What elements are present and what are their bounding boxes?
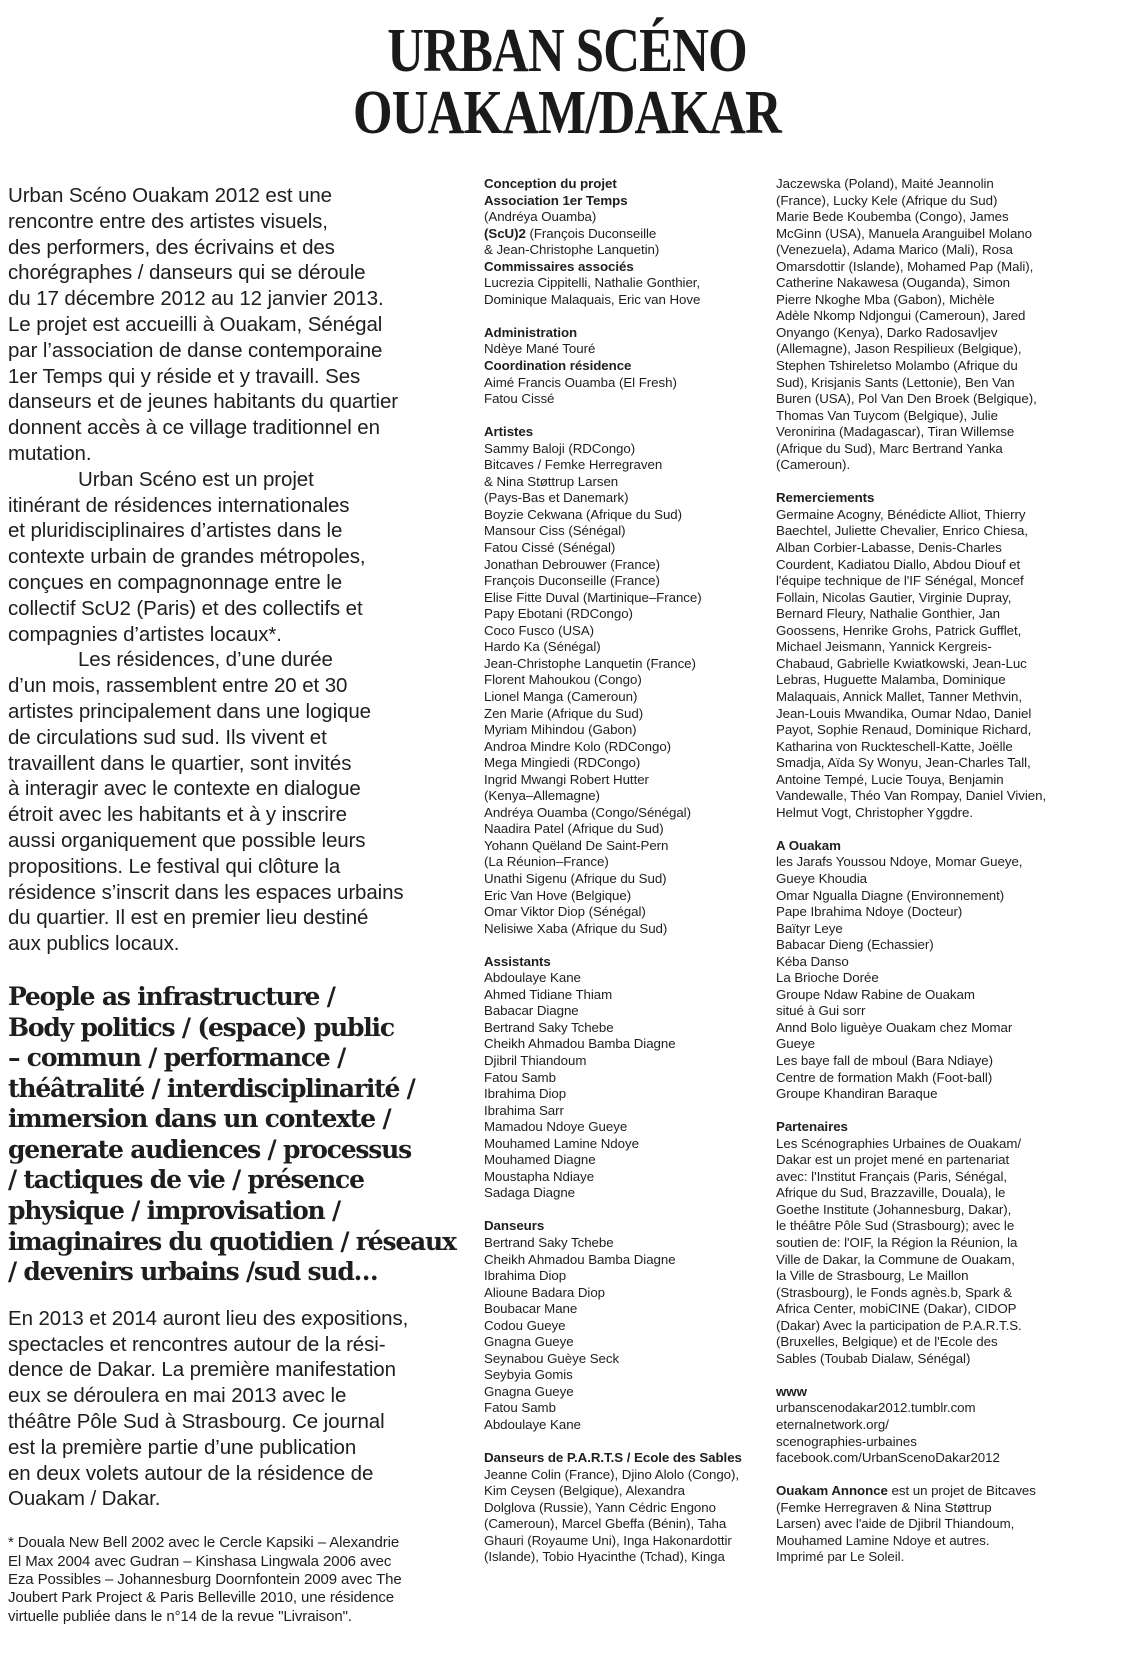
text-line: Pierre Nkoghe Mba (Gabon), Michèle bbox=[776, 291, 995, 307]
text-line: théâtre Pôle Sud à Strasbourg. Ce journal bbox=[8, 1410, 385, 1434]
text-line: (Pays-Bas et Danemark) bbox=[484, 490, 629, 506]
text-line: à interagir avec le contexte en dialogue bbox=[8, 777, 361, 801]
text-line: Baïtyr Leye bbox=[776, 920, 843, 936]
text-line: Courdent, Kadiatou Diallo, Abdou Diouf et bbox=[776, 556, 1021, 572]
text-line: Follain, Nicolas Gautier, Virginie Dupray, bbox=[776, 589, 1012, 605]
text-line: avec: l'Institut Français (Paris, Sénégal, bbox=[776, 1168, 1008, 1184]
text-line: François Duconseille (France) bbox=[484, 573, 660, 589]
text-line: Mansour Ciss (Sénégal) bbox=[484, 523, 626, 539]
text-line: Yohann Quëland De Saint-Pern bbox=[484, 837, 669, 853]
text-line: Kéba Danso bbox=[776, 953, 849, 969]
parts-list bbox=[484, 1467, 769, 1566]
annonce-credit bbox=[776, 1483, 1076, 1500]
text-line: Pape Ibrahima Ndoye (Docteur) bbox=[776, 904, 963, 920]
page-title bbox=[102, 17, 1032, 147]
text-line: Imprimé par Le Soleil. bbox=[776, 1549, 905, 1565]
text-line: Germaine Acogny, Bénédicte Alliot, Thierry bbox=[776, 506, 1026, 522]
artistes-heading: Artistes bbox=[484, 424, 534, 440]
text-line: conçues en compagnonnage entre le bbox=[8, 570, 343, 594]
keywords-block bbox=[8, 982, 470, 1288]
text-line: Vandewalle, Théo Van Rompay, Daniel Vivien, bbox=[776, 788, 1047, 804]
text-line: Jeanne Colin (France), Djino Alolo (Congo), bbox=[484, 1466, 740, 1482]
text-line: Jean-Louis Mwandika, Oumar Ndao, Daniel bbox=[776, 705, 1032, 721]
text-line: / devenirs urbains /sud sud… bbox=[8, 1257, 378, 1287]
text-line: En 2013 et 2014 auront lieu des expositions, bbox=[8, 1306, 409, 1330]
text-line: Catherine Nakawesa (Ouganda), Simon bbox=[776, 275, 1011, 291]
text-line: Seybyia Gomis bbox=[484, 1367, 573, 1383]
text-line: Alioune Badara Diop bbox=[484, 1284, 606, 1300]
footnote bbox=[8, 1534, 470, 1626]
text-line: Boubacar Mane bbox=[484, 1301, 578, 1317]
text-line: Veronirina (Madagascar), Tiran Willemse bbox=[776, 424, 1015, 440]
text-line: Andréya Ouamba (Congo/Sénégal) bbox=[484, 804, 691, 820]
text-line: Marie Bede Koubemba (Congo), James bbox=[776, 209, 1009, 225]
text-line: Chabaud, Gabrielle Kwiatkowski, Jean-Luc bbox=[776, 655, 1027, 671]
text-line: Babacar Dieng (Echassier) bbox=[776, 937, 934, 953]
text-line: (Bruxelles, Belgique) et de l'Ecole des bbox=[776, 1334, 998, 1350]
intro-paragraph-3 bbox=[8, 647, 470, 957]
outro-paragraph bbox=[8, 1306, 470, 1512]
text-line: eux se déroulera en mai 2013 avec le bbox=[8, 1384, 347, 1408]
text-line: Thomas Van Tuycom (Belgique), Julie bbox=[776, 407, 998, 423]
text-line: Groupe Ndaw Rabine de Ouakam bbox=[776, 986, 975, 1002]
text-line: Body politics / (espace) public bbox=[8, 1012, 394, 1042]
text-line: des performers, des écrivains et des bbox=[8, 235, 335, 259]
text-line: McGinn (USA), Manuela Aranguibel Molano bbox=[776, 225, 1032, 241]
text-line: Annd Bolo liguèye Ouakam chez Momar bbox=[776, 1019, 1013, 1035]
text-line: Sammy Baloji (RDCongo) bbox=[484, 440, 636, 456]
text-line: Cheikh Ahmadou Bamba Diagne bbox=[484, 1036, 676, 1052]
text-line: Bitcaves / Femke Herregraven bbox=[484, 457, 663, 473]
text-line: (Dakar) Avec la participation de P.A.R.T.S. bbox=[776, 1317, 1022, 1333]
text-line: Eza Possibles – Johannesburg Doornfontein 2009 avec The bbox=[8, 1571, 402, 1589]
artistes-list bbox=[484, 441, 769, 937]
text-line: Ndèye Mané Touré bbox=[484, 341, 596, 357]
text-line: El Max 2004 avec Gudran – Kinshasa Lingwala 2006 avec bbox=[8, 1552, 392, 1570]
text-line: Bertrand Saky Tchebe bbox=[484, 1019, 614, 1035]
text-line: Moustapha Ndiaye bbox=[484, 1168, 595, 1184]
administration-heading: Administration bbox=[484, 324, 578, 340]
text-line: propositions. Le festival qui clôture la bbox=[8, 854, 341, 878]
title-line-2: OUAKAM/DAKAR bbox=[353, 79, 781, 147]
text-line: People as infrastructure / bbox=[8, 981, 335, 1011]
text-line: travaillent dans le quartier, sont invités bbox=[8, 751, 352, 775]
text-line: d’un mois, rassemblent entre 20 et 30 bbox=[8, 674, 348, 698]
association-heading: Association 1er Temps bbox=[484, 192, 628, 208]
text-line: Joubert Park Project & Paris Belleville 2010, une résidence bbox=[8, 1589, 394, 1607]
text-line: (La Réunion–France) bbox=[484, 854, 609, 870]
text-line: Fatou Samb bbox=[484, 1069, 556, 1085]
text-line: mutation. bbox=[8, 441, 92, 465]
text-line: Jean-Christophe Lanquetin (France) bbox=[484, 655, 696, 671]
annonce-text: est un projet de Bitcaves bbox=[887, 1483, 1036, 1499]
text-line: Buren (USA), Pol Van Den Broek (Belgique), bbox=[776, 391, 1037, 407]
text-line: Papy Ebotani (RDCongo) bbox=[484, 606, 633, 622]
text-line: imaginaires du quotidien / réseaux bbox=[8, 1226, 456, 1256]
www-heading: www bbox=[776, 1383, 807, 1399]
text-line: Coco Fusco (USA) bbox=[484, 622, 595, 638]
text-line: La Brioche Dorée bbox=[776, 970, 879, 986]
text-line: Urban Scéno Ouakam 2012 est une bbox=[8, 184, 332, 207]
text-line: les Jarafs Youssou Ndoye, Momar Gueye, bbox=[776, 854, 1023, 870]
text-line: Les résidences, d’une durée bbox=[78, 648, 333, 672]
link-line[interactable]: facebook.com/UrbanScenoDakar2012 bbox=[776, 1450, 1000, 1466]
credits-column-1 bbox=[484, 176, 769, 1566]
ouakam-list bbox=[776, 854, 1076, 1102]
text-line: artistes principalement dans une logique bbox=[8, 699, 371, 723]
commissaires-heading: Commissaires associés bbox=[484, 258, 634, 274]
commissaires-list bbox=[484, 275, 769, 308]
text-line: Urban Scéno est un projet bbox=[78, 467, 314, 491]
text-line: Mouhamed Diagne bbox=[484, 1152, 596, 1168]
text-line: collectif ScU2 (Paris) et des collectifs et bbox=[8, 596, 363, 620]
text-line: Ibrahima Sarr bbox=[484, 1102, 564, 1118]
conception-heading: Conception du projet bbox=[484, 176, 617, 191]
text-line: Naadira Patel (Afrique du Sud) bbox=[484, 821, 664, 837]
text-line: Codou Gueye bbox=[484, 1317, 566, 1333]
parts-list-continued bbox=[776, 176, 1076, 474]
text-line: Florent Mahoukou (Congo) bbox=[484, 672, 642, 688]
text-line: Mouhamed Lamine Ndoye et autres. bbox=[776, 1532, 990, 1548]
text-line: Jonathan Debrouwer (France) bbox=[484, 556, 661, 572]
text-line: (Femke Herregraven & Nina Støttrup bbox=[776, 1499, 992, 1515]
annonce-label: Ouakam Annonce bbox=[776, 1483, 888, 1499]
text-line: Abdoulaye Kane bbox=[484, 1417, 581, 1433]
administration-list bbox=[484, 341, 769, 358]
assistants-list bbox=[484, 970, 769, 1202]
text-line: Gueye Khoudia bbox=[776, 870, 868, 886]
text-line: Babacar Diagne bbox=[484, 1003, 579, 1019]
text-line: Kim Ceysen (Belgique), Alexandra bbox=[484, 1483, 685, 1499]
text-line: Eric Van Hove (Belgique) bbox=[484, 887, 632, 903]
text-line: Omarsdottir (Islande), Mohamed Pap (Mali), bbox=[776, 258, 1034, 274]
link-line[interactable]: scenographies-urbaines bbox=[776, 1433, 917, 1449]
text-line: Afrique du Sud, Brazzaville, Douala), le bbox=[776, 1185, 1006, 1201]
text-line: Groupe Khandiran Baraque bbox=[776, 1086, 938, 1102]
text-line: du quartier. Il est en premier lieu destiné bbox=[8, 906, 369, 930]
text-line: contexte urbain de grandes métropoles, bbox=[8, 545, 366, 569]
text-line: Antoine Tempé, Lucie Touya, Benjamin bbox=[776, 771, 1004, 787]
text-line: Mouhamed Lamine Ndoye bbox=[484, 1135, 639, 1151]
text-line: Lionel Manga (Cameroun) bbox=[484, 688, 638, 704]
intro-column bbox=[8, 183, 470, 1626]
text-line: Ville de Dakar, la Commune de Ouakam, bbox=[776, 1251, 1015, 1267]
links-list[interactable] bbox=[776, 1400, 1076, 1466]
text-line: Les Scénographies Urbaines de Ouakam/ bbox=[776, 1135, 1022, 1151]
text-line: Omar Ngualla Diagne (Environnement) bbox=[776, 887, 1005, 903]
text-line: théâtralité / interdisciplinarité / bbox=[8, 1073, 415, 1103]
text-line: Unathi Sigenu (Afrique du Sud) bbox=[484, 870, 667, 886]
ouakam-heading: A Ouakam bbox=[776, 837, 841, 853]
text-line: Sables (Toubab Dialaw, Sénégal) bbox=[776, 1350, 971, 1366]
text-line: Dakar est un projet mené en partenariat bbox=[776, 1152, 1010, 1168]
remerciements-list bbox=[776, 507, 1076, 821]
text-line: aussi organiquement que possible leurs bbox=[8, 828, 366, 852]
text-line: Mega Mingiedi (RDCongo) bbox=[484, 755, 641, 771]
text-line: Goethe Institute (Johannesburg, Dakar), bbox=[776, 1201, 1012, 1217]
text-line: chorégraphes / danseurs qui se déroule bbox=[8, 261, 366, 285]
text-line: (France), Lucky Kele (Afrique du Sud) bbox=[776, 192, 998, 208]
annonce-lines bbox=[776, 1500, 1076, 1566]
text-line: * Douala New Bell 2002 avec le Cercle Kapsiki – Alexandrie bbox=[8, 1534, 400, 1552]
text-line: Fatou Samb bbox=[484, 1400, 556, 1416]
text-line: (Afrique du Sud), Marc Bertrand Yanka bbox=[776, 440, 1003, 456]
partenaires-list bbox=[776, 1136, 1076, 1368]
text-line: & Nina Støttrup Larsen bbox=[484, 473, 619, 489]
text-line: Goossens, Henrike Grohs, Patrick Gufflet, bbox=[776, 622, 1022, 638]
text-line: Centre de formation Makh (Foot-ball) bbox=[776, 1069, 993, 1085]
text-line: Nelisiwe Xaba (Afrique du Sud) bbox=[484, 920, 668, 936]
scu2-label: (ScU)2 bbox=[484, 225, 526, 241]
text-line: l'équipe technique de l'IF Sénégal, Moncef bbox=[776, 573, 1024, 589]
text-line: Boyzie Cekwana (Afrique du Sud) bbox=[484, 506, 683, 522]
text-line: Zen Marie (Afrique du Sud) bbox=[484, 705, 644, 721]
text-line: Dolglova (Russie), Yann Cédric Engono bbox=[484, 1499, 716, 1515]
text-line: Seynabou Guèye Seck bbox=[484, 1350, 620, 1366]
remerciements-heading: Remerciements bbox=[776, 490, 875, 506]
text-line: Djibril Thiandoum bbox=[484, 1052, 587, 1068]
text-line: itinérant de résidences internationales bbox=[8, 493, 350, 517]
assistants-heading: Assistants bbox=[484, 953, 551, 969]
text-line: Onyango (Kenya), Darko Radosavljev bbox=[776, 324, 998, 340]
text-line: résidence s’inscrit dans les espaces urbains bbox=[8, 880, 404, 904]
text-line: est la première partie d’une publication bbox=[8, 1435, 357, 1459]
text-line: immersion dans un contexte / bbox=[8, 1104, 391, 1134]
text-line: Le projet est accueilli à Ouakam, Sénégal bbox=[8, 312, 383, 336]
text-line: Les baye fall de mboul (Bara Ndiaye) bbox=[776, 1052, 993, 1068]
text-line: Sud), Krisjanis Sants (Lettonie), Ben Van bbox=[776, 374, 1015, 390]
text-line: Ingrid Mwangi Robert Hutter bbox=[484, 771, 649, 787]
text-line: Aimé Francis Ouamba (El Fresh) bbox=[484, 374, 677, 390]
text-line: physique / improvisation / bbox=[8, 1196, 340, 1226]
text-line: (Venezuela), Adama Marico (Mali), Rosa bbox=[776, 242, 1013, 258]
text-line: Myriam Mihindou (Gabon) bbox=[484, 722, 637, 738]
text-line: donnent accès à ce village traditionnel en bbox=[8, 416, 380, 440]
text-line: Mamadou Ndoye Gueye bbox=[484, 1119, 628, 1135]
text-line: Lebras, Huguette Malamba, Dominique bbox=[776, 672, 1006, 688]
text-line: Baechtel, Juliette Chevalier, Enrico Chiesa, bbox=[776, 523, 1029, 539]
text-line: et pluridisciplinaires d’artistes dans le bbox=[8, 519, 343, 543]
text-line: Ouakam / Dakar. bbox=[8, 1487, 161, 1511]
intro-text bbox=[8, 183, 470, 957]
text-line: Payot, Sophie Renaud, Dominique Richard, bbox=[776, 722, 1032, 738]
text-line: étroit avec les habitants et à y inscrire bbox=[8, 803, 347, 827]
text-line: (Islande), Tobio Hyacinthe (Tchad), Kinga bbox=[484, 1549, 725, 1565]
scu2-credit bbox=[484, 226, 769, 243]
text-line: aux publics locaux. bbox=[8, 932, 180, 956]
credits-column-2 bbox=[776, 176, 1076, 1566]
text-line: Larsen) avec l'aide de Djibril Thiandoum, bbox=[776, 1516, 1015, 1532]
text-line: Adèle Nkomp Ndjongui (Cameroun), Jared bbox=[776, 308, 1026, 324]
coordination-list bbox=[484, 375, 769, 408]
text-line: Bernard Fleury, Nathalie Gonthier, Jan bbox=[776, 606, 1001, 622]
text-line: Gueye bbox=[776, 1036, 815, 1052]
intro-paragraph-1 bbox=[8, 183, 470, 467]
text-line: 1er Temps qui y réside et y travaill. Ses bbox=[8, 364, 361, 388]
text-line: Omar Viktor Diop (Sénégal) bbox=[484, 904, 646, 920]
text-line: situé à Gui sorr bbox=[776, 1003, 866, 1019]
text-line: (Strasbourg), le Fonds agnès.b, Spark & bbox=[776, 1284, 1013, 1300]
text-line: (Allemagne), Jason Respilieux (Belgique), bbox=[776, 341, 1022, 357]
text-line: (Cameroun), Marcel Gbeffa (Bénin), Taha bbox=[484, 1516, 727, 1532]
text-line: Africa Center, mobiCINE (Dakar), CIDOP bbox=[776, 1301, 1017, 1317]
text-line: de circulations sud sud. Ils vivent et bbox=[8, 725, 327, 749]
text-line: Smadja, Aïda Sy Wonyu, Jean-Charles Tall, bbox=[776, 755, 1031, 771]
danseurs-list bbox=[484, 1235, 769, 1434]
text-line: Fatou Cissé bbox=[484, 391, 555, 407]
text-line: / tactiques de vie / présence bbox=[8, 1165, 364, 1195]
text-line: Androa Mindre Kolo (RDCongo) bbox=[484, 738, 672, 754]
text-line: compagnies d’artistes locaux*. bbox=[8, 622, 282, 646]
text-line: Fatou Cissé (Sénégal) bbox=[484, 540, 616, 556]
text-line: Gnagna Gueye bbox=[484, 1383, 574, 1399]
intro-paragraph-2 bbox=[8, 467, 470, 648]
text-line: la Ville de Strasbourg, Le Maillon bbox=[776, 1268, 969, 1284]
coordination-heading: Coordination résidence bbox=[484, 358, 632, 374]
text-line: Bertrand Saky Tchebe bbox=[484, 1235, 614, 1250]
text-line: Abdoulaye Kane bbox=[484, 970, 581, 986]
text-line: rencontre entre des artistes visuels, bbox=[8, 209, 328, 233]
text-line: Hardo Ka (Sénégal) bbox=[484, 639, 601, 655]
text-line: Sadaga Diagne bbox=[484, 1185, 576, 1201]
danseurs-heading: Danseurs bbox=[484, 1218, 545, 1234]
text-line: par l’association de danse contemporaine bbox=[8, 338, 383, 362]
text-line: Stephen Tshireletso Molambo (Afrique du bbox=[776, 358, 1018, 374]
text-line: spectacles et rencontres autour de la rési- bbox=[8, 1332, 386, 1356]
text-line: Alban Corbier-Labasse, Denis-Charles bbox=[776, 540, 1002, 556]
text-line: Katharina von Ruckteschell-Katte, Joëlle bbox=[776, 738, 1013, 754]
text-line: Ghauri (Royaume Uni), Inga Hakonardottir bbox=[484, 1532, 732, 1548]
link-line[interactable]: urbanscenodakar2012.tumblr.com bbox=[776, 1400, 976, 1416]
text-line: Ahmed Tidiane Thiam bbox=[484, 986, 613, 1002]
association-names: (Andréya Ouamba) bbox=[484, 209, 597, 225]
text-line: Gnagna Gueye bbox=[484, 1334, 574, 1350]
text-line: Dominique Malaquais, Eric van Hove bbox=[484, 291, 701, 307]
text-line: (Cameroun). bbox=[776, 457, 851, 473]
parts-heading: Danseurs de P.A.R.T.S / Ecole des Sables bbox=[484, 1450, 742, 1466]
text-line: danseurs et de jeunes habitants du quartier bbox=[8, 390, 399, 414]
link-line[interactable]: eternalnetwork.org/ bbox=[776, 1417, 889, 1433]
text-line: virtuelle publiée dans le n°14 de la revue "Livraison". bbox=[8, 1607, 352, 1625]
scu2-names: (François Duconseille bbox=[525, 225, 657, 241]
text-line: generate audiences / processus bbox=[8, 1134, 412, 1164]
text-line: dence de Dakar. La première manifestation bbox=[8, 1358, 396, 1382]
text-line: (Kenya–Allemagne) bbox=[484, 788, 600, 804]
partenaires-heading: Partenaires bbox=[776, 1119, 848, 1135]
text-line: Elise Fitte Duval (Martinique–France) bbox=[484, 589, 702, 605]
text-line: Cheikh Ahmadou Bamba Diagne bbox=[484, 1251, 676, 1267]
text-line: Helmut Vogt, Christopher Yggdre. bbox=[776, 804, 973, 820]
text-line: en deux volets autour de la résidence de bbox=[8, 1461, 374, 1485]
text-line: soutien de: l'OIF, la Région la Réunion, la bbox=[776, 1235, 1018, 1250]
title-line-1: URBAN SCÉNO bbox=[387, 17, 747, 85]
text-line: Ibrahima Diop bbox=[484, 1268, 567, 1284]
text-line: – commun / performance / bbox=[8, 1043, 346, 1073]
text-line: Malaquais, Annick Mallet, Tanner Methvin, bbox=[776, 688, 1023, 704]
text-line: Michael Jeismann, Yannick Kergreis- bbox=[776, 639, 992, 655]
text-line: le théâtre Pôle Sud (Strasbourg); avec le bbox=[776, 1218, 1015, 1234]
text-line: Ibrahima Diop bbox=[484, 1086, 567, 1102]
scu2-names-continued: & Jean-Christophe Lanquetin) bbox=[484, 242, 660, 258]
text-line: Lucrezia Cippitelli, Nathalie Gonthier, bbox=[484, 275, 701, 291]
text-line: du 17 décembre 2012 au 12 janvier 2013. bbox=[8, 287, 384, 311]
text-line: Jaczewska (Poland), Maité Jeannolin bbox=[776, 176, 994, 191]
